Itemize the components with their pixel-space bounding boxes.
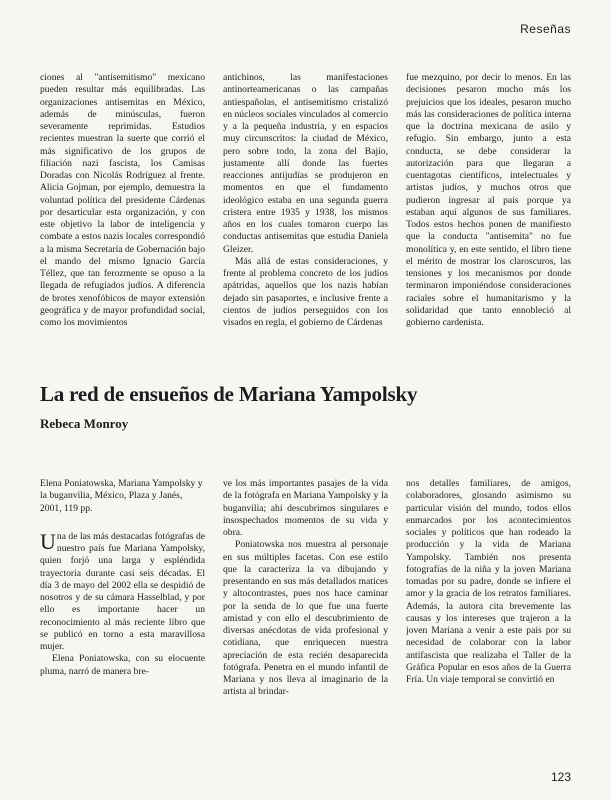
review-author: Rebeca Monroy bbox=[40, 416, 129, 431]
paragraph: Más allá de estas consideraciones, y frente al problema concreto de los judíos apátridas, aquellos que los nazis habían dejado sin pasaportes, e inclusive frente a cientos de judíos perseguidos con los visados en regla, el gobierno de Cárdenas bbox=[223, 255, 388, 328]
text-column-1 bbox=[40, 72, 205, 362]
review-body bbox=[40, 478, 571, 778]
section-header: Reseñas bbox=[520, 22, 571, 36]
paragraph: Elena Poniatowska, con su elocuente pluma, narró de manera bre- bbox=[40, 653, 205, 677]
previous-review-text bbox=[40, 72, 571, 362]
bibliographic-reference: Elena Poniatowska, Mariana Yampolsky y la buganvilia, México, Plaza y Janés, 2001, 119 pp. bbox=[40, 478, 203, 514]
paragraph: nos detalles familiares, de amigos, colaboradores, glosando asimismo su particular visión del mundo, todos ellos enmarcados por los acontecimientos sociales y políticos que han rodeado la producción y la vida de Mariana Yampolsky. También nos presenta fotografías de la niña y la joven Mariana tomadas por su padre, donde se infiere el amor y la gracia de los retratos familiares. Además, la autora cita brevemente las causas y los intereses que trajeron a la joven Mariana a venir a este país por su necesidad de colaborar con la labor antifascista que realizaba el Taller de la Gráfica Popular en esos años de la Guerra Fría. Un viaje temporal se convirtió en bbox=[406, 478, 571, 685]
text-column-2 bbox=[223, 478, 388, 778]
paragraph: Una de las más destacadas fotógrafas de nuestro país fue Mariana Yampolsky, quien forjó una larga y espléndida trayectoria durante casi seis décadas. El día 3 de mayo del 2002 ella se despidió de nosotros y de su cámara Hasselblad, y por ello es importante hacer un reconocimiento al más reciente libro que se publicó en torno a esta maravillosa mujer. bbox=[40, 528, 205, 652]
paragraph: fue mezquino, por decir lo menos. En las decisiones pesaron mucho más los prejuicios que los ideales, pesaron mucho más las consideraciones de política interna que la doctrina mexicana de asilo y refugio. Sin embargo, junto a esta conducta, se debe considerar la autorización para que llegaran a cuentagotas científicos, intelectuales y artistas judíos, y muchos otros que pudieron ingresar al país porque ya estaban aquí algunos de sus familiares. Todos estos hechos ponen de manifiesto que la conducta "antisemita" no fue monolítica y, en este sentido, el libro tiene el mérito de mostrar los claroscuros, las tensiones y los mecanismos por donde terminaron imponiéndose consideraciones raciales sobre el humanitarismo y la solidaridad que tanto ennobleció al gobierno cardenista. bbox=[406, 72, 571, 328]
paragraph: ciones al "antisemitismo" mexicano pueden resultar más equilibradas. Las organizaciones antisemitas en México, además de minúsculas, fueron severamente reprimidas. Estudios recientes muestran la suerte que corrió el más significativo de los grupos de filiación nazi fascista, los Camisas Doradas con Nicolás Rodríguez al frente. Alicia Gojman, por ejemplo, demuestra la voluntad política del presidente Cárdenas por desarticular esta organización, y con este objetivo la labor de inteligencia y combate a estos nazis locales correspondió a la misma Secretaría de Gobernación bajo el mando del mismo Ignacio García Téllez, que tan ferozmente se opuso a la llegada de refugiados judíos. A diferencia de brotes xenofóbicos de mayor extensión geográfica y de mayor profundidad social, como los movimientos bbox=[40, 72, 205, 328]
text-column-2 bbox=[223, 72, 388, 362]
paragraph: antichinos, las manifestaciones antinorteamericanas o las campañas antiespañolas, el antisemitismo cristalizó en núcleos sociales vinculados al comercio y a la pequeña industria, y en espacios muy circunscritos: la ciudad de México, pero sobre todo, la zona del Bajío, justamente allí donde las fuertes reacciones antijudías se produjeron en momentos en que el fundamento ideológico estaba en una segunda guerra cristera entre 1935 y 1938, los mismos años en los cuales tomaron cuerpo las conductas antisemitas que estudia Daniela Gleizer. bbox=[223, 72, 388, 255]
page-number: 123 bbox=[550, 770, 571, 784]
text-column-3 bbox=[406, 478, 571, 778]
text-column-1 bbox=[40, 478, 205, 778]
review-title: La red de ensueños de Mariana Yampolsky bbox=[40, 382, 418, 406]
text-column-3 bbox=[406, 72, 571, 362]
paragraph: ve los más importantes pasajes de la vida de la fotógrafa en Mariana Yampolsky y la buganvilia; ahí descubrimos singulares e insospechados momentos de su vida y obra. bbox=[223, 478, 388, 538]
paragraph: Poniatowska nos muestra al personaje en sus múltiples facetas. Con ese estilo que la caracteriza la va dibujando y presentando en sus más detallados matices y altocontrastes, pues nos hace caminar por la senda de lo que fue una fuerte amistad y con ello el descubrimiento de diversas anécdotas de vida profesional y cotidiana, que enriquecen nuestra apreciación de esta recién desaparecida fotógrafa. Penetra en el mundo infantil de Mariana y nos lleva al imaginario de la artista al brindar- bbox=[223, 539, 388, 698]
